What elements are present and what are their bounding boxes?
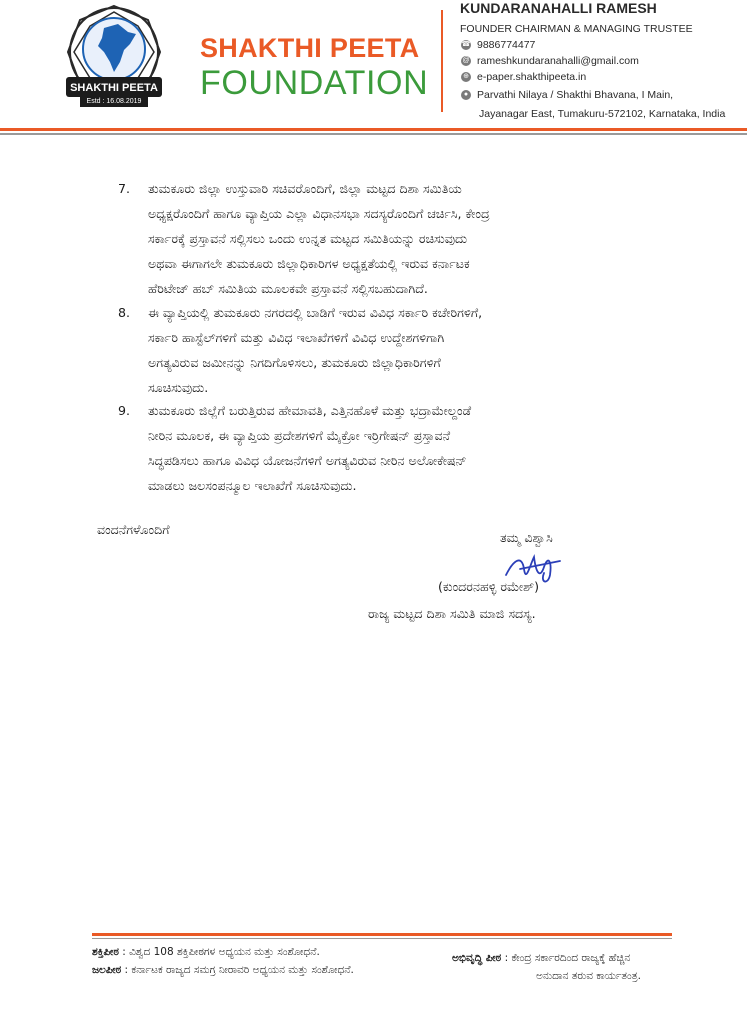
item-8-text <box>148 300 660 400</box>
item-line: ಸಿದ್ಧಪಡಿಸಲು ಹಾಗೂ ವಿವಿಧ ಯೋಜನೆಗಳಿಗೆ ಅಗತ್ಯವಿರುವ ನೀರಿನ ಅಲೋಕೇಷನ್ <box>148 453 467 468</box>
item-line: ಹೆರಿಟೇಜ್ ಹಬ್ ಸಮಿತಿಯ ಮೂಲಕವೇ ಪ್ರಸ್ತಾವನೆ ಸಲ್ಲಿಸಬಹುದಾಗಿದೆ. <box>148 281 428 296</box>
item-line: ನೀರಿನ ಮೂಲಕ, ಈ ವ್ಯಾಪ್ತಿಯ ಪ್ರದೇಶಗಳಿಗೆ ಮೈಕ್ರೋ ಇರ್ರಿಗೇಷನ್ ಪ್ರಸ್ತಾವನೆ <box>148 428 451 443</box>
item-line: ಅಗತ್ಯವಿರುವ ಜಮೀನನ್ನು ನಿಗದಿಗೊಳಿಸಲು, ತುಮಕೂರು ಜಿಲ್ಲಾಧಿಕಾರಿಗಳಿಗೆ <box>148 355 441 370</box>
item-line: ತುಮಕೂರು ಜಿಲ್ಲಾ ಉಸ್ತುವಾರಿ ಸಚಿವರೊಂದಿಗೆ, ಜಿಲ್ಲಾ ಮಟ್ಟದ ದಿಶಾ ಸಮಿತಿಯ <box>148 181 462 196</box>
chairman-title: FOUNDER CHAIRMAN & MANAGING TRUSTEE <box>460 23 693 35</box>
item-line: ಮಾಡಲು ಜಲಸಂಪನ್ಮೂಲ ಇಲಾಖೆಗೆ ಸೂಚಿಸುವುದು. <box>148 478 357 493</box>
footer-abhivruddhi-line2: ಅನುದಾನ ತರುವ ಕಾರ್ಯತಂತ್ರ. <box>536 970 641 982</box>
item-number-8: 8. <box>118 305 131 320</box>
footer-text: : ಕರ್ನಾಟಕ ರಾಜ್ಯದ ಸಮಗ್ರ ನೀರಾವರಿ ಅಧ್ಯಯನ ಮತ್ತು ಸಂಶೋಧನೆ. <box>124 964 354 976</box>
logo-estd: Estd : 16.08.2019 <box>86 98 142 105</box>
footer-rule-orange <box>92 933 672 936</box>
item-9-text <box>148 398 660 498</box>
address-line-1: Parvathi Nilaya / Shakthi Bhavana, I Main, <box>477 89 674 101</box>
phone-icon: ☎ <box>461 41 471 49</box>
web-icon: ⊕ <box>461 72 471 82</box>
footer-text: : ವಿಶ್ವದ 108 ಶಕ್ತಿಪೀಠಗಳ ಅಧ್ಯಯನ ಮತ್ತು ಸಂಶೋಧನೆ. <box>122 946 320 958</box>
item-line: ಅಧ್ಯಕ್ಷರೊಂದಿಗೆ ಹಾಗೂ ವ್ಯಾಪ್ತಿಯ ಎಲ್ಲಾ ವಿಧಾನಸಭಾ ಸದಸ್ಯರೊಂದಿಗೆ ಚರ್ಚಿಸಿ, ಕೇಂದ್ರ <box>148 206 490 221</box>
location-icon: ● <box>461 90 471 100</box>
address-row <box>461 88 673 102</box>
item-line: ಸೂಚಿಸುವುದು. <box>148 380 209 395</box>
yours-faithfully: ತಮ್ಮ ವಿಶ್ವಾಸಿ <box>500 530 553 545</box>
header-rule-orange <box>0 128 747 131</box>
phone-number: 9886774477 <box>477 39 536 51</box>
item-7-text <box>148 176 660 301</box>
item-line: ಸರ್ಕಾರಕ್ಕೆ ಪ್ರಸ್ತಾವನೆ ಸಲ್ಲಿಸಲು ಒಂದು ಉನ್ನತ ಮಟ್ಟದ ಸಮಿತಿಯನ್ನು ರಚಿಸುವುದು <box>148 231 468 246</box>
footer-shakthipeeta <box>92 945 320 959</box>
footer-label: ಜಲಪೀಠ <box>92 964 122 976</box>
footer-jalapeeta <box>92 963 354 977</box>
phone-row <box>461 38 535 52</box>
footer-label: ಅಭಿವೃದ್ಧಿ ಪೀಠ <box>452 952 502 964</box>
email-row <box>461 54 639 68</box>
item-number-9: 9. <box>118 403 131 418</box>
footer-label: ಶಕ್ತಿಪೀಠ <box>92 946 119 958</box>
item-line: ಈ ವ್ಯಾಪ್ತಿಯಲ್ಲಿ ತುಮಕೂರು ನಗರದಲ್ಲಿ ಬಾಡಿಗೆ ಇರುವ ವಿವಿಧ ಸರ್ಕಾರಿ ಕಚೇರಿಗಳಿಗೆ, <box>148 305 483 320</box>
foundation-logo <box>58 4 170 112</box>
item-line: ಅಥವಾ ಈಗಾಗಲೇ ತುಮಕೂರು ಜಿಲ್ಲಾಧಿಕಾರಿಗಳ ಅಧ್ಯಕ್ಷತೆಯಲ್ಲಿ ಇರುವ ಕರ್ನಾಟಕ <box>148 256 470 271</box>
footer-abhivruddhi <box>452 951 630 965</box>
item-line: ಸರ್ಕಾರಿ ಹಾಸ್ಟೆಲ್‌ಗಳಿಗೆ ಮತ್ತು ವಿವಿಧ ಇಲಾಖೆಗಳಿಗೆ ವಿವಿಧ ಉದ್ದೇಶಗಳಿಗಾಗಿ <box>148 330 445 345</box>
brand-line-2: FOUNDATION <box>200 64 429 102</box>
brand-line-1: SHAKTHI PEETA <box>200 33 420 63</box>
item-line: ತುಮಕೂರು ಜಿಲ್ಲೆಗೆ ಬರುತ್ತಿರುವ ಹೇಮಾವತಿ, ಎತ್ತಿನಹೊಳೆ ಮತ್ತು ಭದ್ರಾಮೇಲ್ದಂಡೆ <box>148 403 472 418</box>
logo-name: SHAKTHI PEETA <box>70 82 158 94</box>
signer-role: ರಾಜ್ಯ ಮಟ್ಟದ ದಿಶಾ ಸಮಿತಿ ಮಾಜಿ ಸದಸ್ಯ. <box>368 606 536 621</box>
email-icon: @ <box>462 57 470 65</box>
header-divider <box>441 10 443 112</box>
chairman-name: KUNDARANAHALLI RAMESH <box>460 0 657 16</box>
footer-rule-grey <box>92 938 672 939</box>
item-number-7: 7. <box>118 181 131 196</box>
header-rule-grey <box>0 133 747 135</box>
email-address: rameshkundaranahalli@gmail.com <box>477 55 639 67</box>
footer-text: : ಕೇಂದ್ರ ಸರ್ಕಾರದಿಂದ ರಾಜ್ಯಕ್ಕೆ ಹೆಚ್ಚಿನ <box>504 952 631 964</box>
greeting: ವಂದನೆಗಳೊಂದಿಗೆ <box>97 522 170 537</box>
website: e-paper.shakthipeeta.in <box>477 71 587 83</box>
signer-name: (ಕುಂದರನಹಳ್ಳಿ ರಮೇಶ್) <box>438 579 540 594</box>
website-row <box>461 70 586 84</box>
address-line-2: Jayanagar East, Tumakuru-572102, Karnataka, India <box>479 108 726 120</box>
